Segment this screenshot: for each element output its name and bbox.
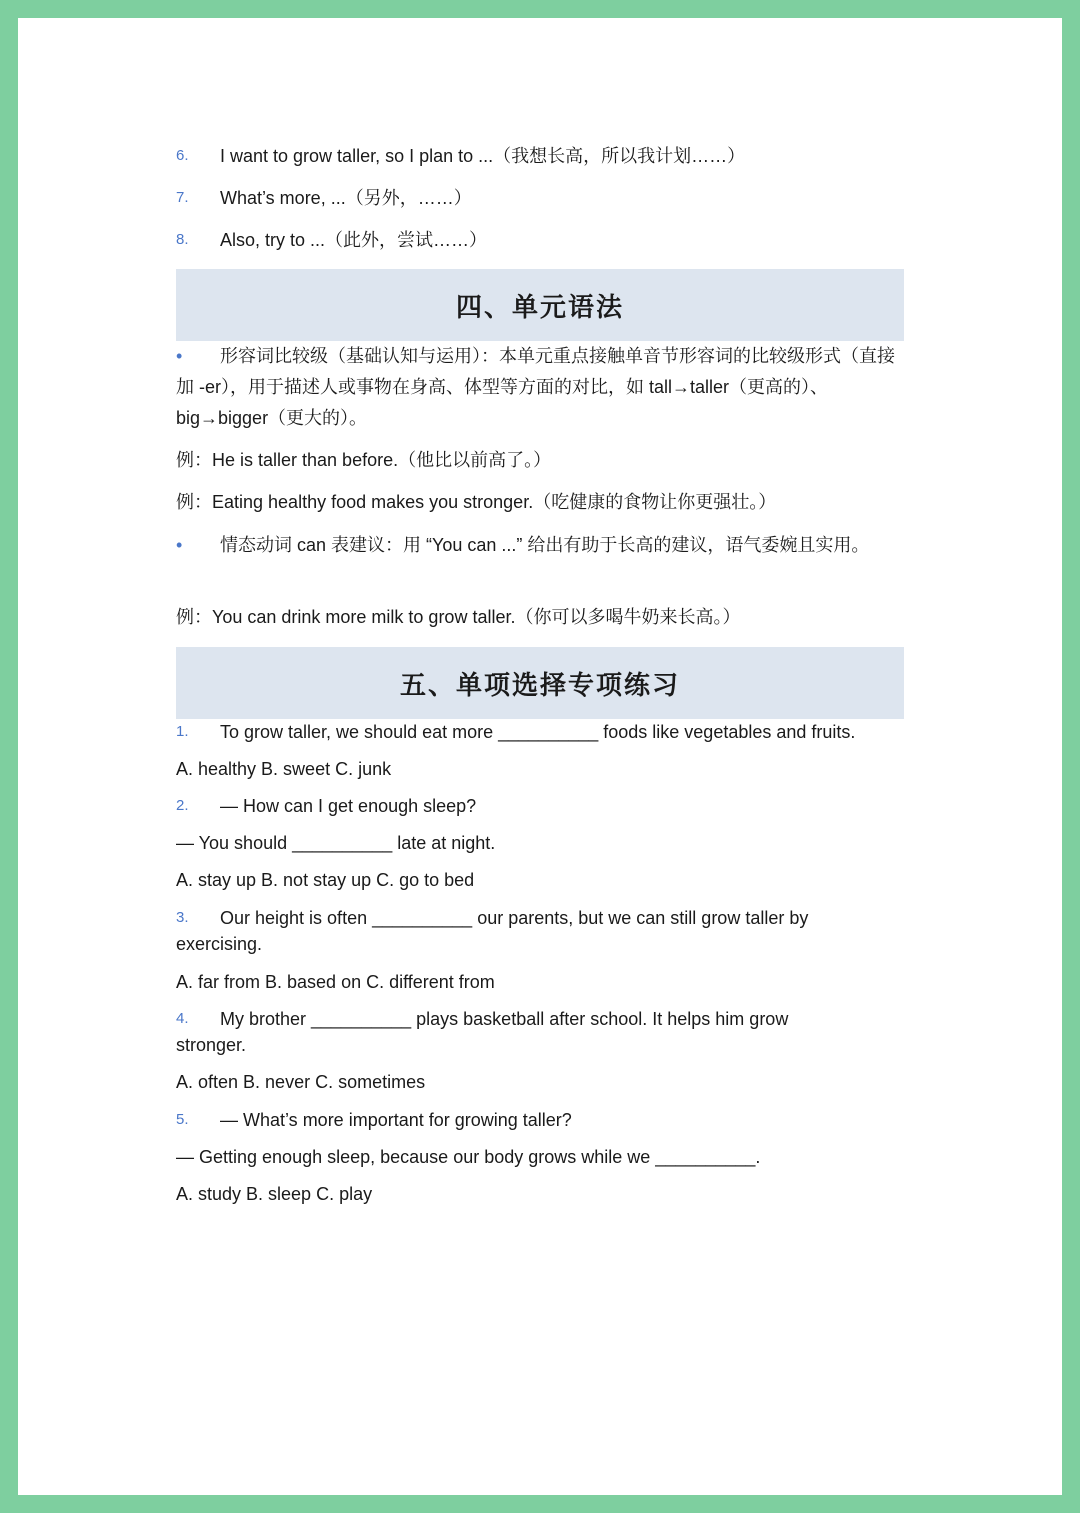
item-number: 6. — [176, 147, 189, 164]
question-options: A. study B. sleep C. play — [176, 1184, 373, 1204]
item-text: What’s more, ...（另外，……） — [220, 188, 472, 208]
question-answer-line: — Getting enough sleep, because our body grows while we __________. — [176, 1147, 761, 1167]
question-options: A. healthy B. sweet C. junk — [176, 759, 392, 779]
grammar-point-text: 形容词比较级（基础认知与运用）：本单元重点接触单音节形容词的比较级形式（直接加 -er），用于描述人或事物在身高、体型等方面的对比，如 tall→taller（更高的）、big→bigger（更大的）。 — [176, 346, 895, 428]
question-text: Our height is often __________ our parents, but we can still grow taller by — [220, 908, 809, 928]
example-sentence: 例：Eating healthy food makes you stronger.（吃健康的食物让你更强壮。） — [176, 492, 777, 512]
question-text: My brother __________ plays basketball after school. It helps him grow — [220, 1009, 789, 1029]
question-options: A. stay up B. not stay up C. go to bed — [176, 870, 475, 890]
question-number: 1. — [176, 723, 189, 740]
bullet-icon: • — [176, 535, 183, 555]
example-sentence: 例：You can drink more milk to grow taller.（你可以多喝牛奶来长高。） — [176, 607, 741, 627]
grammar-point-text: 情态动词 can 表建议：用 “You can ...” 给出有助于长高的建议，语气委婉且实用。 — [220, 535, 870, 555]
question-number: 2. — [176, 797, 189, 814]
question-text: To grow taller, we should eat more __________ foods like vegetables and fruits. — [220, 722, 856, 742]
question-number: 5. — [176, 1111, 189, 1128]
section-heading-exercise: 五、单项选择专项练习 — [176, 647, 904, 719]
item-text: Also, try to ...（此外，尝试……） — [220, 230, 488, 250]
question-options: A. often B. never C. sometimes — [176, 1072, 426, 1092]
grammar-point-modal — [176, 530, 896, 561]
question-text: — How can I get enough sleep? — [220, 796, 477, 816]
question-options: A. far from B. based on C. different from — [176, 972, 495, 992]
item-number: 8. — [176, 231, 189, 248]
question-text: — What’s more important for growing taller? — [220, 1110, 572, 1130]
example-sentence: 例：He is taller than before.（他比以前高了。） — [176, 450, 552, 470]
bullet-icon: • — [176, 346, 183, 366]
question-number: 4. — [176, 1010, 189, 1027]
question-text-continued: stronger. — [176, 1035, 247, 1055]
item-text: I want to grow taller, so I plan to ...（我想长高，所以我计划……） — [220, 146, 746, 166]
item-number: 7. — [176, 189, 189, 206]
section-heading-grammar: 四、单元语法 — [176, 269, 904, 341]
question-text-continued: exercising. — [176, 934, 263, 954]
document-page — [18, 18, 1062, 1495]
grammar-point-comparative — [176, 341, 896, 434]
question-number: 3. — [176, 909, 189, 926]
question-answer-line: — You should __________ late at night. — [176, 833, 496, 853]
